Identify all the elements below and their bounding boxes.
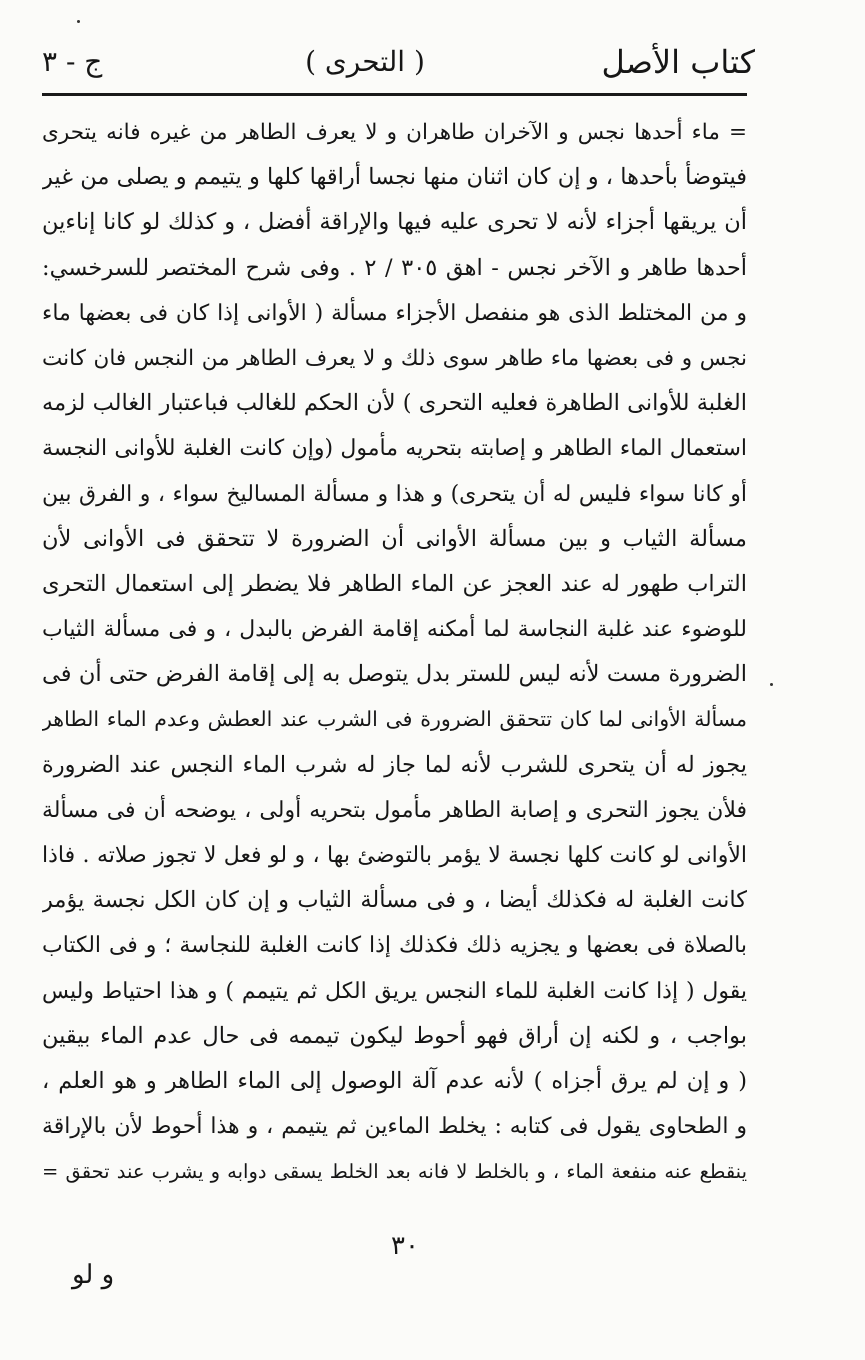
text-line: أن يريقها أجزاء لأنه لا تحرى عليه فيها والإراقة أفضل ، و كذلك لو كانا إناءين [42,209,747,236]
text-line: أو كانا سواء فليس له أن يتحرى) و هذا و مسألة المساليخ سواء ، و الفرق بين [42,481,747,507]
text-line: استعمال الماء الطاهر و إصابته بتحريه مأمول (وإن كانت الغلبة للأوانى النجسة [42,436,747,462]
text-line: فيتوضأ بأحدها ، و إن كان اثنان منها نجسا أراقها كلها و يتيمم و يصلى من غير [42,164,747,191]
text-line: بالصلاة فى بعضها و يجزيه ذلك فكذلك إذا كانت الغلبة للنجاسة ؛ و فى الكتاب [42,933,747,959]
book-title: كتاب الأصل [601,43,755,81]
text-line: و الطحاوى يقول فى كتابه : يخلط الماءين ثم يتيمم ، و هذا أحوط لأن بالإراقة [42,1114,747,1140]
text-line: ينقطع عنه منفعة الماء ، و بالخلط لا فانه بعد الخلط يسقى دوابه و يشرب عند تحقق = [42,1160,747,1184]
text-line: مسألة الأوانى لما كان تتحقق الضرورة فى الشرب عند العطش وعدم الماء الطاهر [42,707,747,732]
text-line: يقول ( إذا كانت الغلبة للماء النجس يريق الكل ثم يتيمم ) و هذا احتياط وليس [42,978,747,1004]
ink-speck [77,20,80,23]
text-line: مسألة الثياب و بين مسألة الأوانى أن الضرورة لا تتحقق فى الأوانى لأن [42,525,747,552]
body-text [42,110,747,1195]
ink-speck [770,683,773,686]
text-line: = ماء أحدها نجس و الآخران طاهران و لا يعرف الطاهر من غيره فانه يتحرى [42,120,747,145]
text-line: الضرورة مست لأنه ليس للستر بدل يتوصل به إلى إقامة الفرض حتى أن فى [42,661,747,688]
text-line: التراب طهور له عند العجز عن الماء الطاهر فلا يضطر إلى استعمال التحرى [42,570,747,597]
header-rule [42,93,747,96]
text-line: نجس و فى بعضها ماء طاهر سوى ذلك و لا يعرف الطاهر من النجس فان كانت [42,345,747,371]
page-number: ٣٠ [391,1231,419,1261]
text-line: ( و إن لم يرق أجزاه ) لأنه عدم آلة الوصول إلى الماء الطاهر و هو العلم ، [42,1067,747,1094]
text-line: يجوز له أن يتحرى للشرب لأنه لما جاز له شرب الماء النجس عند الضرورة [42,751,747,778]
text-line: أحدها طاهر و الآخر نجس - اهق ٣٠٥ / ٢ . وفى شرح المختصر للسرخسي: [42,254,747,281]
text-line: الأوانى لو كانت كلها نجسة لا يؤمر بالتوضئ بها ، و لو فعل لا تجوز صلاته . فاذا [42,843,747,868]
text-line: كانت الغلبة له فكذلك أيضا ، و فى مسألة الثياب و إن كان الكل نجسة يؤمر [42,887,747,914]
text-line: فلأن يجوز التحرى و إصابة الطاهر مأمول بتحريه أولى ، يوضحه أن فى مسألة [42,797,747,823]
volume-label: ج - ٣ [42,45,103,78]
text-line: بواجب ، و لكنه إن أراق فهو أحوط ليكون تيممه فى حال عدم الماء بيقين [42,1022,747,1049]
catchword: و لو [72,1260,115,1290]
text-line: للوضوء عند غلبة النجاسة لما أمكنه إقامة الفرض بالبدل ، و فى مسألة الثياب [42,617,747,643]
text-line: الغلبة للأوانى الطاهرة فعليه التحرى ) لأن الحكم للغالب فباعتبار الغالب لزمه [42,390,747,417]
section-title: ( التحرى ) [305,45,425,78]
text-line: و من المختلط الذى هو منفصل الأجزاء مسألة ( الأوانى إذا كان فى بعضها ماء [42,300,747,326]
